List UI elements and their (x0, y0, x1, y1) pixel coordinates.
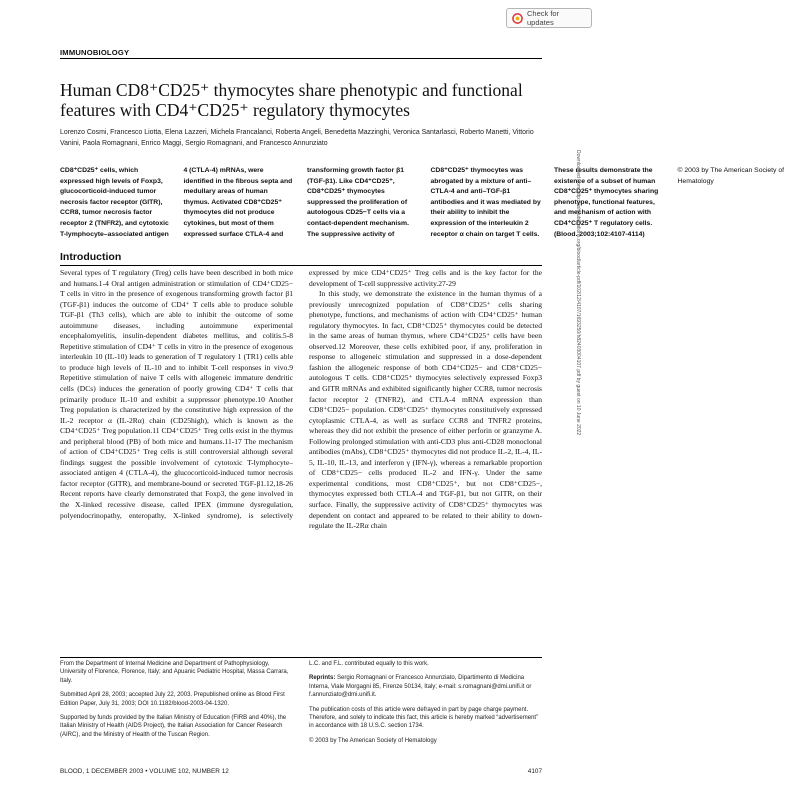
paragraph: Several types of T regulatory (Treg) cells have been described in both mice and humans.1-4 Oral antigen administration or stimulation of CD4⁺CD25− T cells in vitro in the presence of exogenous transforming growth factor β1 (TGF-β1) induces the outcome of CD4⁺ T cells able to produce soluble TGF-β1 (Th3 cells), which are able to inhibit the outcome of some autoimmune diseases, including autoimmune experimental encephalomyelitis, insulin-dependent diabetes mellitus, and colitis.5-8 Repetitive stimulation of CD4⁺ T cells in vitro in the presence of exogenous interleukin 10 (IL-10) leads to generation of T regulatory 1 (TR1) cells able to produce high levels of IL-10 and to inhibit T-cell responses in vivo.9 Repetitive stimulation of naive T cells with allogeneic immature dendritic cells (DCs) induces the generation of poorly growing CD4⁺ T cells that primarily produce IL-10 and exhibit a suppressor phenotype.10 Another Treg population is characterized by the constitutive high expression of the IL-2 receptor α (IL-2Rα) chain (CD25high), which is known as the CD4⁺CD25⁺ Treg population.11 CD4⁺CD25⁺ Treg cells exist in the thymus and peripheral blood (PB) of both mice and humans.11-17 The mechanism of action of CD4⁺CD25⁺ Treg cells is still controversial although several findings suggest the possible involvement of cytotoxic T-lymphocyte–associated antigen 4 (CTLA-4), the glucocorticoid-induced tumor necrosis factor receptor (GITR), and membrane-bound or secreted TGF-β1.12,18-26 Recent reports have clearly demonstrated that Foxp3, the gene involved in the X-linked recessive disease, called IPEX (immune dysregulation, polyendocrinopathy, enteropathy, X-linked syndrome), is selectively expressed by mice CD4⁺CD25⁺ Treg cells and is the key factor for the development of T-cell suppressive activity.27-29 (60, 268, 542, 520)
footnote-divider (60, 657, 542, 658)
badge-label: Check for updates (527, 9, 560, 27)
footnotes-right (309, 660, 542, 751)
abstract-copyright: © 2003 by The American Society of Hematology (677, 167, 785, 185)
refresh-icon (512, 13, 523, 24)
check-for-updates-badge[interactable] (506, 8, 592, 28)
section-tag: IMMUNOBIOLOGY (60, 48, 130, 57)
page-number: 4107 (527, 768, 542, 775)
charges-note: The publication costs of this article were defrayed in part by page charge payment. Therefore, and solely to indicate this fact, this article is hereby marked “advertisement” in accordance with 18 U.S.C. section 1734. (309, 706, 539, 730)
running-footer (60, 768, 542, 775)
author-list: Lorenzo Cosmi, Francesco Liotta, Elena Lazzeri, Michela Francalanci, Roberta Angeli, Benedetta Mazzinghi, Veronica Santarlasci, Roberto Manetti, Vittorio Vanini, Paola Romagnani, Enrico Maggi, Sergio Romagnani, and Francesco Annunziato (60, 129, 534, 147)
reprints-text: Sergio Romagnani or Francesco Annunziato, Dipartimento di Medicina Interna, Viale Morgagni 85, Firenze 50134, Italy; e-mail: s.romagnani@dmi.unifi.it or f.annunziato@dmi.unifi.it. (309, 675, 532, 699)
footer-copyright: © 2003 by The American Society of Hematology (309, 737, 437, 744)
contribution-note: L.C. and F.L. contributed equally to this work. (309, 661, 429, 667)
article-title: Human CD8⁺CD25⁺ thymocytes share phenotypic and functional features with CD4⁺CD25⁺ regulatory thymocytes (60, 80, 523, 120)
reprints-label: Reprints: (309, 675, 336, 682)
download-watermark: Downloaded from http://ashpublications.org/blood/article-pdf/102/12/4107/1693250/h82403004107.pdf by guest on 10 June 2022 (575, 150, 581, 436)
submission-note: Submitted April 28, 2003; accepted July 22, 2003. Prepublished online as Blood First Edition Paper, July 31, 2003; DOI 10.1182/blood-2003-04-1320. (60, 692, 285, 707)
paragraph: In this study, we demonstrate the existence in the human thymus of a previously unrecognized population of CD8⁺CD25⁺ cells sharing phenotype, functions, and mechanisms of action with CD4⁺CD25⁺ human regulatory thymocytes. In fact, CD8⁺CD25⁺ thymocytes could be detected in the same areas of human thymus, where CD4⁺CD25⁺ cells have been observed.12 Moreover, these cells exhibited poor, if any, proliferation in response to allogeneic stimulation and suppressed in a dose-dependent fashion the allogeneic response of both CD4⁺CD25− and CD8⁺CD25− autologous T cells. CD8⁺CD25⁺ thymocytes selectively expressed Foxp3 and GITR mRNAs and exhibited significantly higher CCR8, tumor necrosis factor receptor 2 (TNFR2), and CTLA-4 mRNA expression than CD8⁺CD25− population. CD8⁺CD25⁺ thymocytes constitutively expressed cytoplasmic CTLA-4, as well as surface CCR8 and TNFR2 proteins, whereas they did not exhibit the presence of either perforin or granzyme A. Following prolonged stimulation with anti-CD3 plus anti-CD28 monoclonal antibodies (mAbs), CD8⁺CD25⁺ thymocytes did not produce IL-2, IL-4, IL-5, IL-10, IL-13, and interferon γ (IFN-γ), whereas a remarkable proportion of CD8⁺CD25− cells produced IL-2 and IFN-γ. Under the same experimental conditions, most CD8⁺CD25⁺, but not CD8⁺CD25−, thymocytes expressed both CTLA-4 and TGF-β1, but not GITR, on their surface. Finally, the suppressive activity of CD8⁺CD25⁺ thymocytes was dependent on contact and appeared to be related to their ability to down-regulate the IL-2Rα chain (309, 289, 542, 531)
abstract (60, 166, 785, 246)
funding-note: Supported by funds provided by the Italian Ministry of Education (FIRB and 40%), the Italian Ministry of Health (AIDS Project), the Italian Association for Cancer Research (AIRC), and the Ministry of Health of the Tuscan Region. (60, 715, 287, 738)
abstract-text: CD8⁺CD25⁺ cells, which expressed high levels of Foxp3, glucocorticoid-induced tumor necrosis factor receptor (GITR), CCR8, tumor necrosis factor receptor 2 (TNFR2), and cytotoxic T-lymphocyte–associated antigen 4 (CTLA-4) mRNAs, were identified in the fibrous septa and medullary areas of human thymus. Activated CD8⁺CD25⁺ thymocytes did not produce cytokines, but most of them expressed surface CTLA-4 and transforming growth factor β1 (TGF-β1). Like CD4⁺CD25⁺, CD8⁺CD25⁺ thymocytes suppressed the proliferation of autologous CD25−T cells via a contact-dependent mechanism. The suppressive activity of CD8⁺CD25⁺ thymocytes was abrogated by a mixture of anti–CTLA-4 and anti–TGF-β1 antibodies and it was mediated by their ability to inhibit the expression of the interleukin 2 receptor α chain on target T cells. These results demonstrate the existence of a subset of human CD8⁺CD25⁺ thymocytes sharing phenotype, functional features, and mechanism of action with CD4⁺CD25⁺ T regulatory cells. (Blood. 2003;102:4107-4114) (60, 167, 659, 238)
journal-citation: BLOOD, 1 DECEMBER 2003 • VOLUME 102, NUMBER 12 (60, 768, 229, 775)
reprints-note (309, 674, 542, 699)
section-divider (60, 265, 542, 266)
body-text (60, 268, 542, 652)
header-divider (60, 58, 542, 59)
affiliation-note: From the Department of Internal Medicine and Department of Pathophysiology, University of Florence, Florence, Italy; and Apuanic Pediatric Hospital, Massa Carrara, Italy. (60, 661, 289, 684)
section-heading: Introduction (60, 251, 122, 263)
footnotes-left (60, 660, 293, 745)
